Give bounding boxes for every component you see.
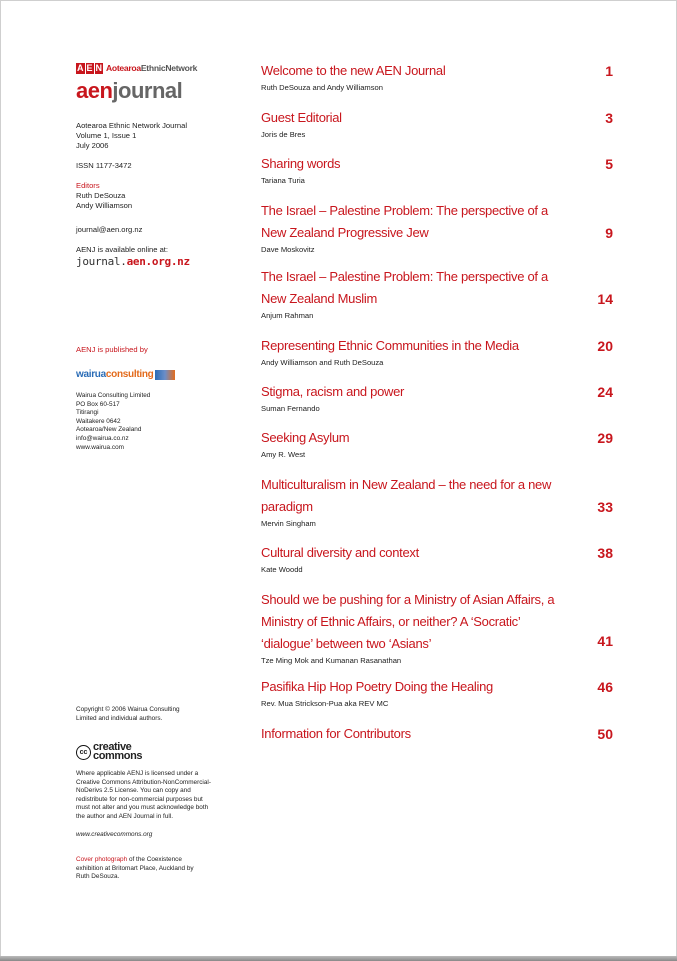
publisher-email[interactable]: info@wairua.co.nz: [76, 434, 129, 442]
journal-email[interactable]: journal@aen.org.nz: [76, 225, 143, 234]
toc-entry[interactable]: [261, 542, 613, 575]
journal-full-name: Aotearoa Ethnic Network Journal: [76, 121, 188, 130]
volume: Volume 1, Issue 1: [76, 131, 137, 140]
cc-url[interactable]: www.creativecommons.org: [76, 830, 153, 838]
cover-label: Cover photograph: [76, 856, 128, 863]
toc-author: Rev. Mua Strickson-Pua aka REV MC: [261, 699, 389, 708]
toc-title: Pasifika Hip Hop Poetry Doing the Healing: [261, 679, 493, 694]
online-url[interactable]: journal.aen.org.nz: [76, 255, 190, 268]
toc-entry[interactable]: [261, 589, 613, 666]
toc-author: Anjum Rahman: [261, 311, 314, 320]
toc-author: Kate Woodd: [261, 565, 303, 574]
toc-page-number: 38: [597, 545, 613, 561]
logo-letter-e: E: [86, 62, 93, 73]
toc-title: Guest Editorial: [261, 110, 342, 125]
online-text: AENJ is available online at:: [76, 245, 169, 254]
issn: ISSN 1177-3472: [76, 161, 132, 170]
toc-author: Tariana Turia: [261, 176, 305, 185]
toc-title: Representing Ethnic Communities in the Media: [261, 338, 519, 353]
toc-title: Welcome to the new AEN Journal: [261, 63, 446, 78]
aen-logo: [76, 62, 226, 74]
toc-entry[interactable]: [261, 335, 613, 368]
masthead: [76, 62, 226, 104]
editor-name: Andy Williamson: [76, 201, 133, 210]
toc-author: Amy R. West: [261, 450, 306, 459]
network-name: AotearoaEthnicNetwork: [106, 63, 198, 73]
publisher-address: Wairua Consulting Limited PO Box 60-517 Titirangi Waitakere 0642 Aotearoa/New Zealand info@wairua.co.nz www.wairua.com: [76, 392, 226, 452]
toc-title: Cultural diversity and context: [261, 545, 419, 560]
toc-entry[interactable]: [261, 723, 613, 745]
toc-page-number: 20: [597, 338, 613, 354]
toc-entry[interactable]: [261, 200, 613, 255]
toc-entry[interactable]: [261, 474, 613, 529]
toc-author: Suman Fernando: [261, 404, 320, 413]
toc-page-number: 9: [605, 225, 613, 241]
toc-page-number: 50: [597, 726, 613, 742]
toc-page-number: 41: [597, 633, 613, 649]
logo-letter-n: N: [95, 62, 103, 73]
editors-label: Editors: [76, 181, 100, 190]
toc-page-number: 24: [597, 384, 613, 400]
toc-author: Mervin Singham: [261, 519, 316, 528]
toc-title: Information for Contributors: [261, 726, 411, 741]
toc-author: Ruth DeSouza and Andy Williamson: [261, 83, 383, 92]
toc-page-number: 1: [605, 63, 613, 79]
toc-page-number: 33: [597, 499, 613, 515]
toc-title: The Israel – Palestine Problem: The perspective of a New Zealand Muslim: [261, 269, 548, 306]
toc-title: Multiculturalism in New Zealand – the need for a new paradigm: [261, 477, 552, 514]
toc-title: Should we be pushing for a Ministry of Asian Affairs, a Ministry of Ethnic Affairs, or neither? A ‘Socratic’ ‘dialogue’ between two ‘Asians’: [261, 592, 555, 651]
issue-date: July 2006: [76, 141, 109, 150]
toc-author: Dave Moskovitz: [261, 245, 315, 254]
toc-title: Sharing words: [261, 156, 341, 171]
copyright: Copyright © 2006 Wairua Consulting Limited and individual authors.: [76, 706, 180, 722]
toc-title: The Israel – Palestine Problem: The perspective of a New Zealand Progressive Jew: [261, 203, 548, 240]
toc-page-number: 46: [597, 679, 613, 695]
cover-credit: Cover photograph of the Coexistence exhibition at Britomart Place, Auckland by Ruth DeSouza.: [76, 856, 194, 881]
wairua-logo-mark: [155, 370, 175, 380]
toc-page-number: 5: [605, 156, 613, 172]
toc-entry[interactable]: [261, 381, 613, 414]
page-bottom-edge: [0, 956, 677, 961]
toc-page-number: 3: [605, 110, 613, 126]
toc-page-number: 14: [597, 291, 613, 307]
cc-logo: [76, 743, 226, 761]
toc-entry[interactable]: [261, 107, 613, 140]
toc-author: Andy Williamson and Ruth DeSouza: [261, 358, 384, 367]
toc-entry[interactable]: [261, 427, 613, 460]
toc-entry[interactable]: [261, 266, 613, 321]
publisher-block: [76, 345, 226, 452]
published-by: AENJ is published by: [76, 345, 148, 354]
toc-entry[interactable]: [261, 153, 613, 186]
journal-title: aenjournal: [76, 78, 183, 103]
license-text: Where applicable AENJ is licensed under a Creative Commons Attribution-NonCommercial- NoDerivs 2.5 License. You can copy and redistribute for non-commercial purposes but must not alter and you must acknowledge both the author and AEN Journal in full. www.creativecommons.org: [76, 770, 226, 839]
wairua-logo: wairua consulting: [76, 370, 226, 380]
toc-author: Tze Ming Mok and Kumanan Rasanathan: [261, 656, 402, 665]
publisher-website[interactable]: www.wairua.com: [76, 443, 124, 451]
toc-page-number: 29: [597, 430, 613, 446]
toc-title: Stigma, racism and power: [261, 384, 405, 399]
toc-title: Seeking Asylum: [261, 430, 350, 445]
journal-info: [76, 121, 226, 268]
toc-author: Joris de Bres: [261, 130, 306, 139]
toc-entry[interactable]: [261, 60, 613, 93]
toc-entry[interactable]: [261, 676, 613, 709]
cc-wordmark: creative commons: [93, 741, 143, 762]
editor-name: Ruth DeSouza: [76, 191, 126, 200]
cc-icon: cc: [76, 745, 91, 760]
logo-letter-a: A: [77, 62, 84, 73]
